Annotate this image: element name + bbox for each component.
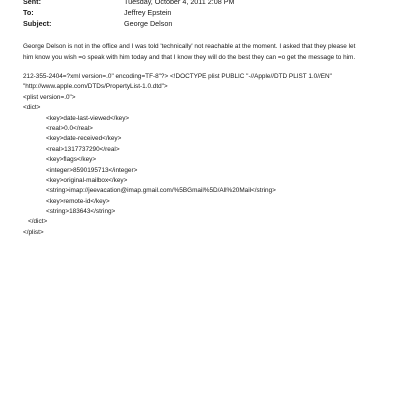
plist-line: 212-355-2404=?xml version=.0" encoding=TF-8"?> <!DOCTYPE plist PUBLIC "-//Apple//DTD PLIST 1.0//EN"	[23, 73, 332, 80]
plist-line: <key>date-received</key>	[46, 135, 122, 143]
to-value: Jeffrey Epstein	[124, 8, 172, 17]
sent-value: Tuesday, October 4, 2011 2:08 PM	[124, 0, 235, 6]
plist-line: <key>flags</key>	[46, 156, 97, 164]
plist-line: <dict>	[23, 104, 41, 112]
plist-line: <integer>8590195713</integer>	[46, 166, 138, 174]
plist-line: <key>remote-id</key>	[46, 197, 110, 205]
subject-label: Subject:	[23, 19, 52, 28]
plist-line: <key>date-last-viewed</key>	[46, 114, 130, 122]
plist-line: <string>imap://jeevacation@imap.gmail.com/%5BGmail%5D/All%20Mail</string>	[46, 187, 276, 195]
plist-line: <real>1317737290</real>	[46, 145, 120, 153]
plist-line: <key>original-mailbox</key>	[46, 176, 128, 184]
paragraph-line: him know you wish =o speak with him today and that I know they will do the best they can =o get the message to him.	[23, 53, 356, 61]
to-label: To:	[23, 8, 34, 17]
plist-line: <string>183643</string>	[46, 208, 116, 216]
plist-line: <plist version=.0">	[23, 93, 76, 101]
sent-label: Sent:	[23, 0, 41, 6]
plist-line: "http://www.apple.com/DTDs/PropertyList-1.0.dtd">	[23, 83, 168, 91]
message-paragraph	[23, 42, 385, 63]
plist-line: </dict>	[28, 218, 48, 226]
plist-block	[23, 72, 385, 238]
subject-value: George Delson	[124, 19, 173, 28]
plist-line: </plist>	[23, 228, 44, 236]
plist-line: <real>0.0</real>	[46, 124, 93, 132]
paragraph-line: George Delson is not in the office and I was told 'technically' not reachable at the moment. I asked that they please let	[23, 43, 356, 50]
